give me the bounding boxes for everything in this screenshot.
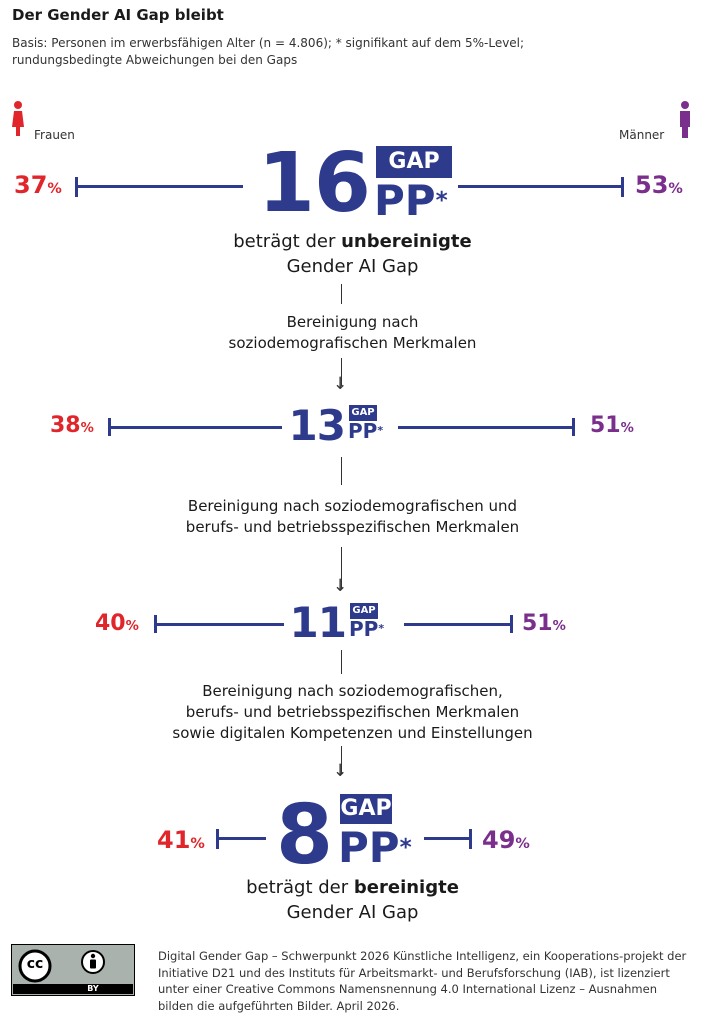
- cc-by-license-badge: [11, 944, 135, 996]
- connector-line: [341, 457, 342, 485]
- pp-unit-step2: PP*: [348, 419, 384, 443]
- gap-value-step1: 16: [257, 136, 370, 231]
- cc-icon: cc: [26, 956, 44, 972]
- pp-unit-step3: PP*: [349, 617, 385, 641]
- women-pct-step4: 41%: [157, 826, 205, 854]
- arrow-down-icon: ↓: [333, 576, 348, 596]
- women-line-step3: [154, 623, 284, 626]
- desc-unadjusted: beträgt der unbereinigte Gender AI Gap: [233, 231, 472, 277]
- legend-men: Männer: [619, 128, 665, 142]
- men-line-step4: [424, 837, 472, 840]
- men-pct-step1: 53%: [635, 171, 683, 199]
- women-line-step4: [216, 837, 266, 840]
- adjustment-3: Bereinigung nach soziodemografischen, berufs- und betriebsspezifischen Merkmalen sowie digitalen Kompetenzen und Einstellungen: [172, 682, 533, 742]
- men-pct-step3: 51%: [522, 611, 566, 636]
- men-line-step1: [458, 185, 624, 188]
- desc-adjusted: beträgt der bereinigte Gender AI Gap: [246, 877, 459, 923]
- gap-value-step4: 8: [275, 788, 332, 883]
- woman-icon: [11, 101, 25, 137]
- connector-line: [341, 284, 342, 304]
- gap-value-step3: 11: [289, 598, 346, 647]
- men-line-step3: [404, 623, 512, 626]
- adjustment-2: Bereinigung nach soziodemografischen und berufs- und betriebsspezifischen Merkmalen: [185, 497, 520, 536]
- man-icon: [678, 101, 692, 139]
- arrow-down-icon: ↓: [333, 761, 348, 781]
- men-line-cap: [572, 418, 575, 436]
- men-pct-step2: 51%: [590, 413, 634, 438]
- women-line-step2: [108, 426, 282, 429]
- men-pct-step4: 49%: [482, 826, 530, 854]
- women-pct-step3: 40%: [95, 611, 139, 636]
- men-line-cap: [469, 829, 472, 849]
- gap-value-step2: 13: [288, 401, 345, 450]
- women-pct-step1: 37%: [14, 171, 62, 199]
- pp-unit-step1: PP*: [374, 176, 448, 225]
- men-line-cap: [621, 177, 624, 197]
- women-pct-step2: 38%: [50, 413, 94, 438]
- legend-women: Frauen: [34, 128, 75, 142]
- women-line-step1: [75, 185, 243, 188]
- by-label: BY: [87, 984, 99, 993]
- arrow-down-icon: ↓: [333, 374, 348, 394]
- subtitle: Basis: Personen im erwerbsfähigen Alter (n = 4.806); * signifikant auf dem 5%-Level; rundungsbedingte Abweichungen bei den Gaps: [12, 36, 525, 67]
- men-line-cap: [510, 615, 513, 633]
- license-footer: Digital Gender Gap – Schwerpunkt 2026 Künstliche Intelligenz, ein Kooperations-projekt der Initiative D21 und des Instituts für Arbeitsmarkt- und Berufsforschung (IAB), ist lizenziert unter einer Creative Commons Namensnennung 4.0 International Lizenz – Ausnahmen bilden die aufgeführten Bilder. April 2026.: [158, 949, 687, 1013]
- gap-label-box: GAP: [340, 794, 392, 824]
- page-title: Der Gender AI Gap bleibt: [12, 6, 224, 24]
- gap-label-box: GAP: [376, 146, 452, 178]
- pp-unit-step4: PP*: [338, 823, 412, 872]
- adjustment-1: Bereinigung nach soziodemografischen Merkmalen: [228, 313, 477, 352]
- connector-line: [341, 650, 342, 674]
- gap-label-box: GAP: [350, 603, 378, 619]
- gap-label-box: GAP: [349, 405, 377, 421]
- men-line-step2: [398, 426, 574, 429]
